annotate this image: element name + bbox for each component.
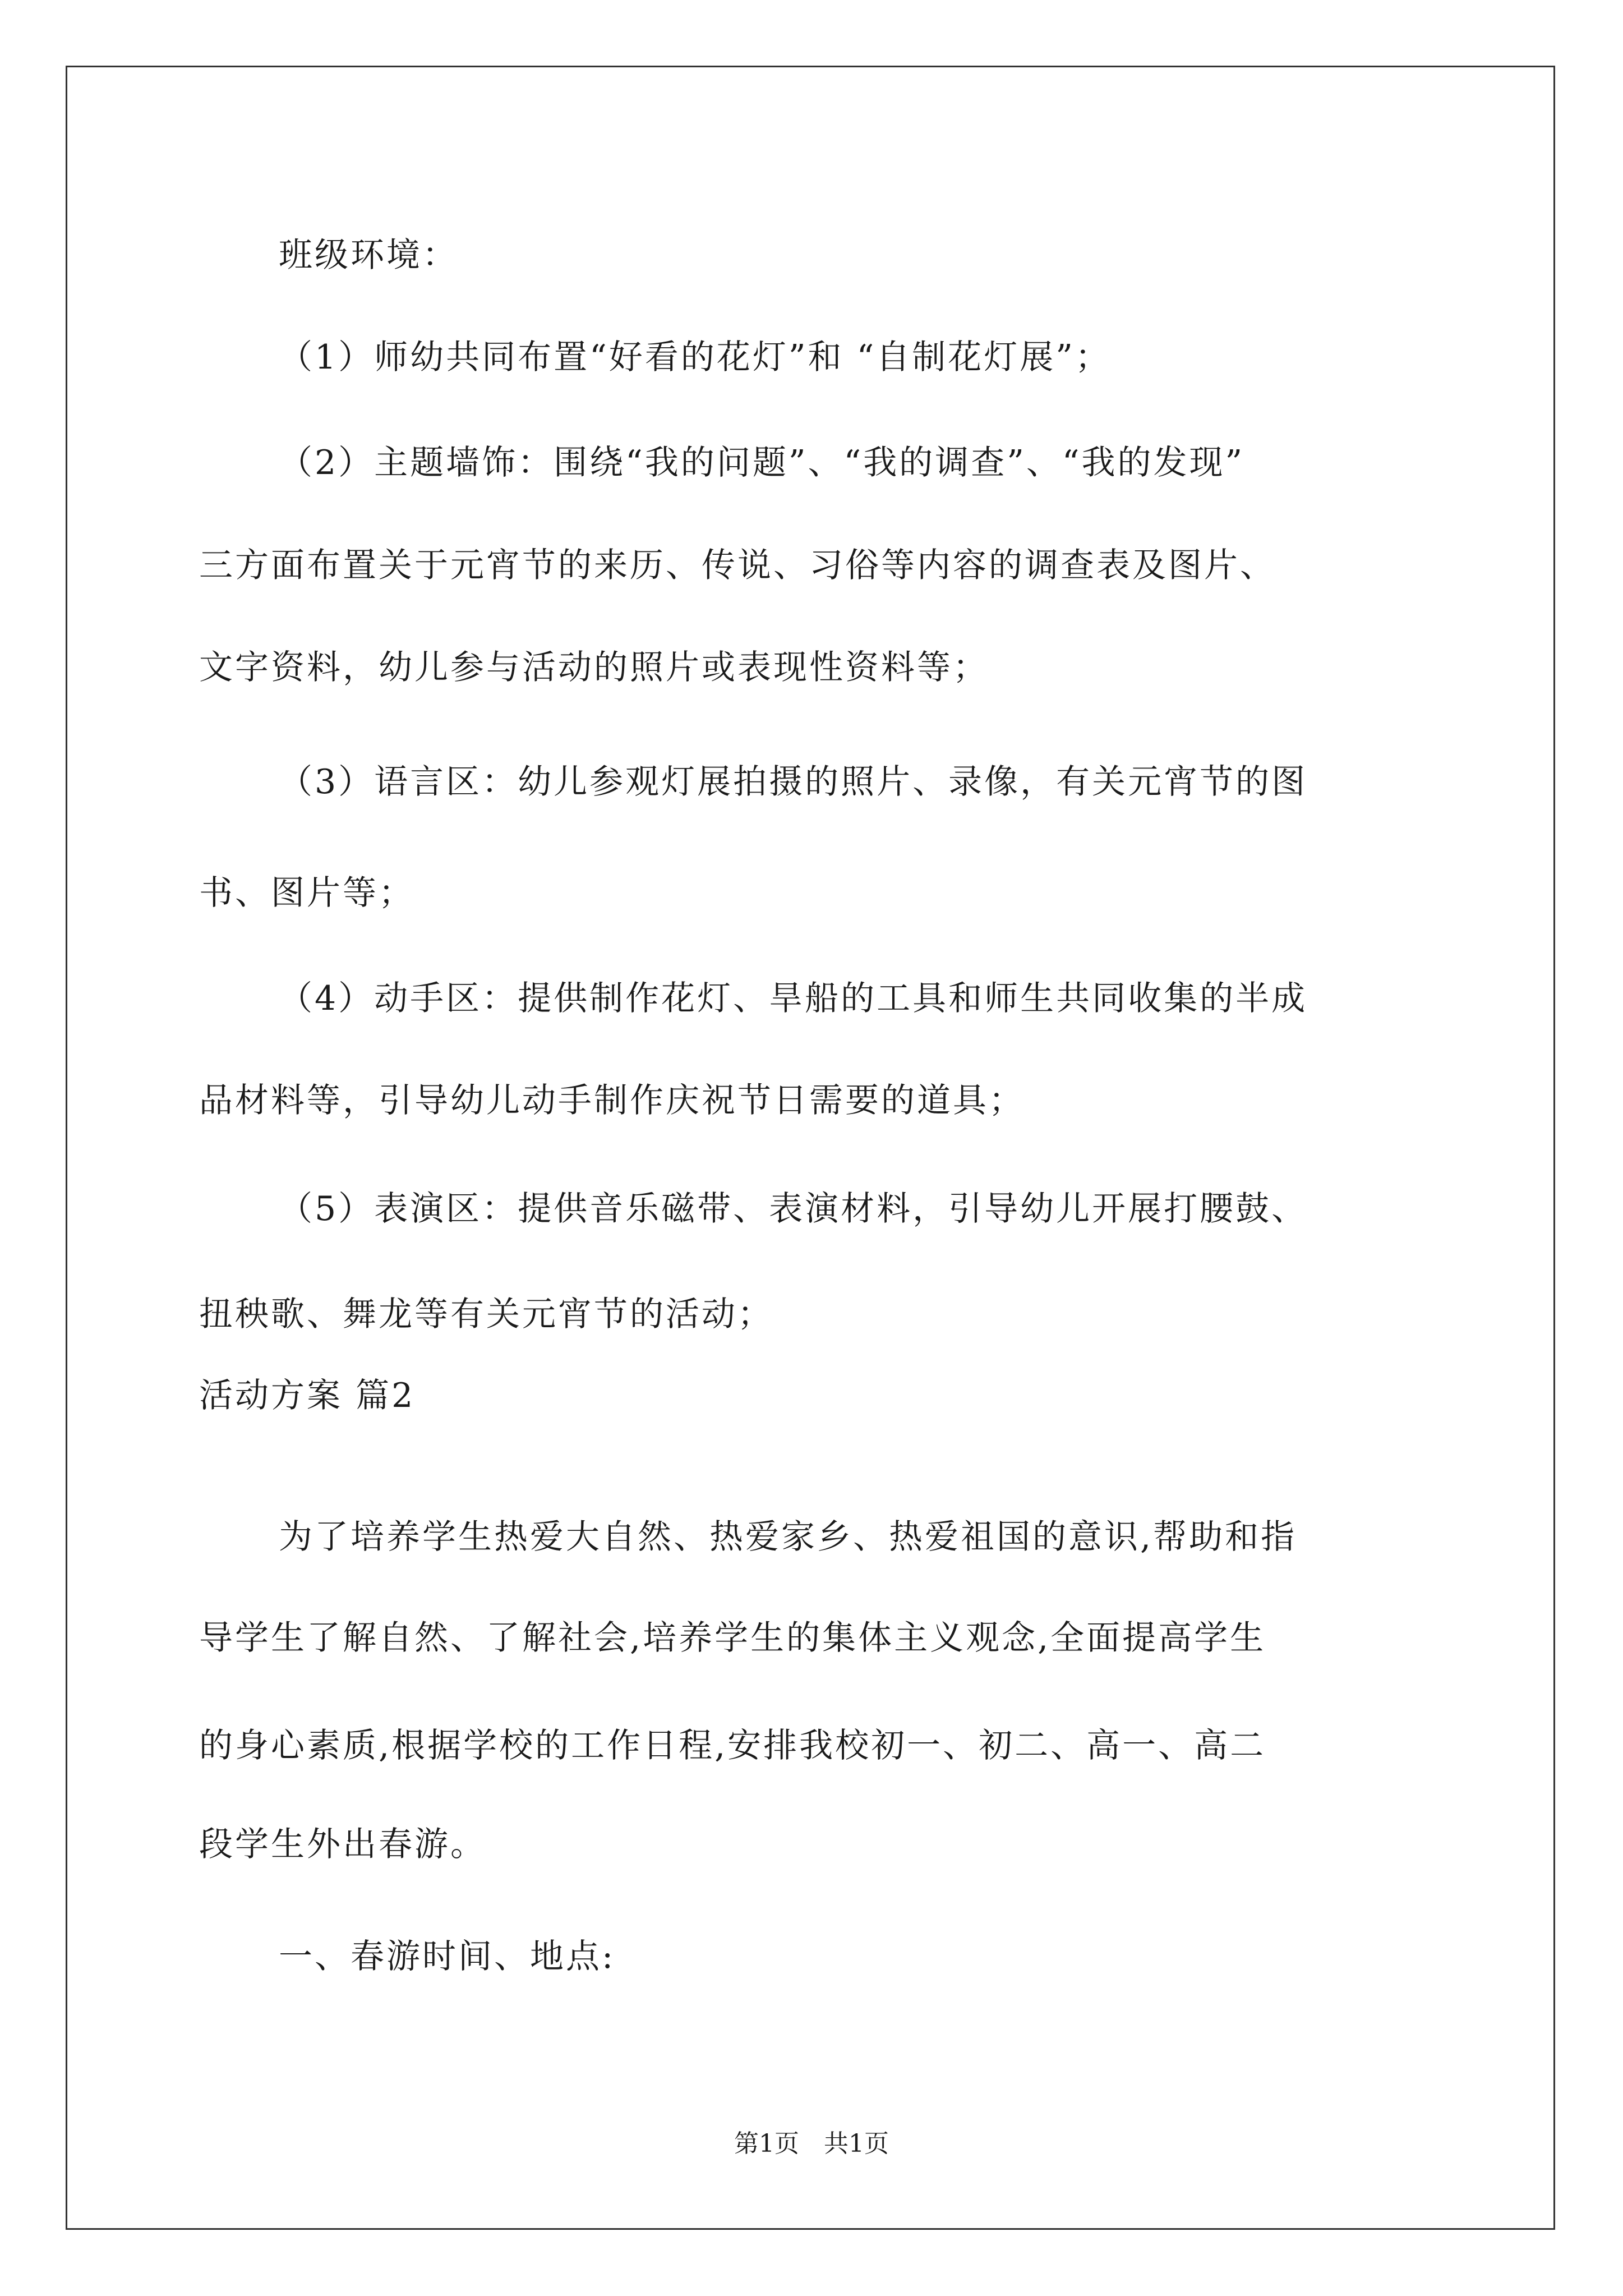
paragraph-line: 导学生了解自然、了解社会,培养学生的集体主义观念,全面提高学生 bbox=[199, 1618, 1266, 1658]
paragraph-line: 为了培养学生热爱大自然、热爱家乡、热爱祖国的意识,帮助和指 bbox=[279, 1517, 1297, 1557]
paragraph-line: 书、图片等； bbox=[199, 873, 414, 913]
paragraph-line: 段学生外出春游。 bbox=[199, 1825, 486, 1864]
paragraph-line: （5）表演区：提供音乐磁带、表演材料，引导幼儿开展打腰鼓、 bbox=[279, 1189, 1308, 1228]
section-heading-activity-plan: 活动方案 篇2 bbox=[199, 1376, 416, 1415]
page-number-footer: 第1页 共1页 bbox=[734, 2129, 889, 2158]
paragraph-line: 扭秧歌、舞龙等有关元宵节的活动； bbox=[199, 1295, 773, 1334]
page-border bbox=[66, 66, 1555, 2230]
paragraph-line: 三方面布置关于元宵节的来历、传说、习俗等内容的调查表及图片、 bbox=[199, 546, 1276, 585]
paragraph-line: 的身心素质,根据学校的工作日程,安排我校初一、初二、高一、高二 bbox=[199, 1726, 1266, 1765]
paragraph-line: 文字资料，幼儿参与活动的照片或表现性资料等； bbox=[199, 648, 989, 687]
paragraph-line: （3）语言区：幼儿参观灯展拍摄的照片、录像，有关元宵节的图 bbox=[279, 762, 1308, 802]
section-heading-class-environment: 班级环境： bbox=[279, 236, 458, 275]
paragraph-line: 品材料等，引导幼儿动手制作庆祝节日需要的道具； bbox=[199, 1081, 1025, 1120]
paragraph-line: （1）师幼共同布置“好看的花灯”和 “自制花灯展”； bbox=[279, 338, 1111, 377]
section-heading-spring-trip-time-place: 一、春游时间、地点: bbox=[279, 1937, 616, 1976]
paragraph-line: （4）动手区：提供制作花灯、旱船的工具和师生共同收集的半成 bbox=[279, 979, 1308, 1018]
paragraph-line: （2）主题墙饰：围绕“我的问题”、“我的调查”、“我的发现” bbox=[279, 443, 1245, 482]
